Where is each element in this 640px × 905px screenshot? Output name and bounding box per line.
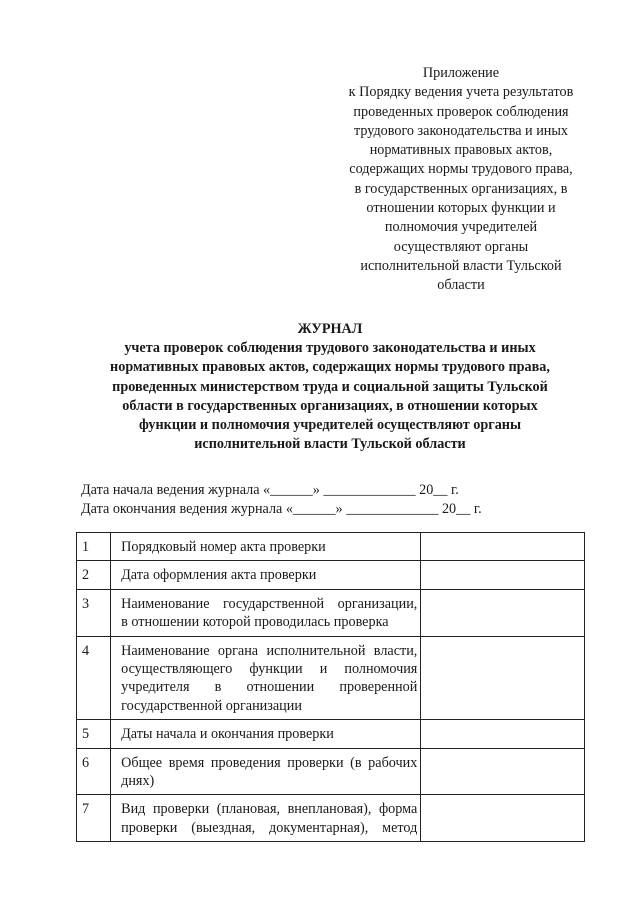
row-label bbox=[111, 561, 421, 589]
appendix-line: содержащих нормы трудового права, bbox=[349, 161, 573, 178]
title-line: нормативных правовых актов, содержащих нормы трудового права, bbox=[110, 359, 550, 376]
title-line: функции и полномочия учредителей осуществляют органы bbox=[138, 417, 522, 434]
row-label-line: государственной организации bbox=[121, 697, 302, 714]
title-line: области в государственных организациях, в отношении которых bbox=[122, 397, 538, 414]
row-number: 2 bbox=[77, 561, 111, 589]
row-label-line: Порядковый номер акта проверки bbox=[121, 539, 326, 555]
row-label-line: Общее время проведения проверки (в рабочих bbox=[121, 754, 418, 771]
row-label bbox=[111, 533, 421, 561]
appendix-line: области bbox=[437, 277, 485, 294]
row-label-line: в отношении которой проводилась проверка bbox=[121, 614, 389, 631]
appendix-line: к Порядку ведения учета результатов bbox=[348, 84, 574, 101]
table-row bbox=[77, 589, 585, 636]
row-value-cell bbox=[421, 561, 585, 589]
appendix-line: осуществляют органы bbox=[393, 238, 529, 255]
row-number: 4 bbox=[77, 636, 111, 720]
start-date-line: Дата начала ведения журнала «______» _____________ 20__ г. bbox=[81, 482, 459, 498]
end-date-line: Дата окончания ведения журнала «______» _____________ 20__ г. bbox=[81, 501, 482, 517]
row-label bbox=[111, 589, 421, 636]
row-label-line: Даты начала и окончания проверки bbox=[121, 726, 334, 743]
document-title bbox=[60, 320, 600, 454]
title-line: исполнительной власти Тульской области bbox=[194, 436, 466, 453]
table-row bbox=[77, 748, 585, 795]
row-label-line: учредителя в отношении проверенной bbox=[121, 679, 418, 696]
row-label-line: Наименование государственной организации, bbox=[121, 595, 418, 612]
table-row bbox=[77, 533, 585, 561]
table-row bbox=[77, 636, 585, 720]
row-label-line: Дата оформления акта проверки bbox=[121, 567, 317, 584]
table-row bbox=[77, 720, 585, 748]
row-label-line: осуществляющего функции и полномочия bbox=[121, 661, 418, 678]
row-label bbox=[111, 720, 421, 748]
table-row bbox=[77, 561, 585, 589]
row-number: 3 bbox=[77, 589, 111, 636]
row-label bbox=[111, 748, 421, 795]
row-value-cell bbox=[421, 636, 585, 720]
row-value-cell bbox=[421, 720, 585, 748]
row-value-cell bbox=[421, 533, 585, 561]
row-label-line: Вид проверки (плановая, внеплановая), форма bbox=[121, 801, 418, 818]
row-number: 5 bbox=[77, 720, 111, 748]
row-value-cell bbox=[421, 795, 585, 842]
title-line: проведенных министерством труда и социальной защиты Тульской bbox=[112, 378, 548, 395]
row-value-cell bbox=[421, 589, 585, 636]
row-number: 6 bbox=[77, 748, 111, 795]
journal-table bbox=[76, 532, 585, 842]
row-label bbox=[111, 636, 421, 720]
appendix-line: полномочия учредителей bbox=[384, 219, 538, 236]
appendix-header bbox=[336, 64, 586, 296]
title-heading: ЖУРНАЛ bbox=[297, 321, 363, 337]
row-label-line: Наименование органа исполнительной власти, bbox=[121, 642, 418, 659]
row-label bbox=[111, 795, 421, 842]
appendix-line: нормативных правовых актов, bbox=[369, 142, 553, 159]
row-number: 1 bbox=[77, 533, 111, 561]
appendix-line: Приложение bbox=[422, 65, 500, 81]
appendix-line: в государственных организациях, в bbox=[354, 180, 568, 197]
row-value-cell bbox=[421, 748, 585, 795]
journal-dates bbox=[81, 481, 482, 519]
title-line: учета проверок соблюдения трудового законодательства и иных bbox=[124, 340, 536, 357]
row-label-line: проверки (выездная, документарная), метод bbox=[121, 819, 418, 836]
appendix-line: исполнительной власти Тульской bbox=[360, 257, 562, 274]
table-row bbox=[77, 795, 585, 842]
appendix-line: проведенных проверок соблюдения bbox=[353, 103, 569, 120]
row-number: 7 bbox=[77, 795, 111, 842]
row-label-line: днях) bbox=[121, 773, 155, 790]
appendix-line: отношении которых функции и bbox=[366, 200, 556, 217]
appendix-line: трудового законодательства и иных bbox=[353, 122, 569, 139]
